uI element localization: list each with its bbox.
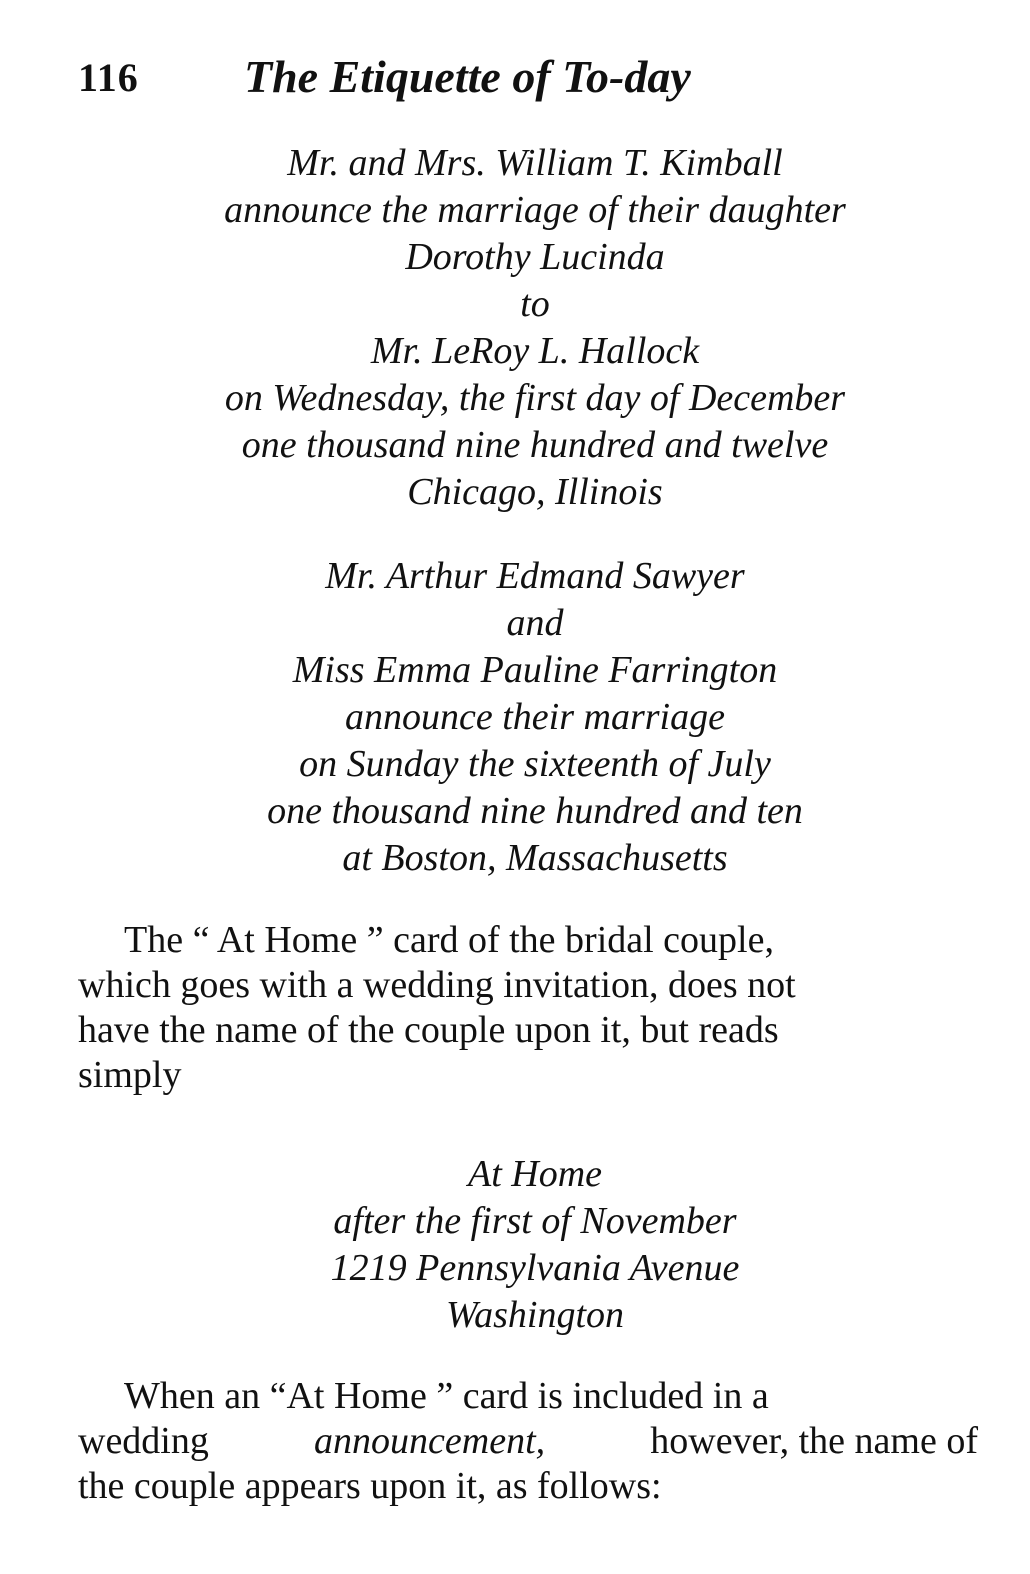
page-number: 116 (78, 55, 139, 100)
paragraph-line (78, 1464, 978, 1509)
paragraph-text: When an “At Home ” card is included in a (124, 1375, 769, 1417)
page-header (78, 50, 978, 110)
announcement-line: Dorothy Lucinda (405, 236, 665, 278)
announcement-line: Mr. and Mrs. William T. Kimball (287, 142, 783, 184)
announcement-line: announce their marriage (345, 696, 725, 738)
at-home-card-example (60, 1151, 1010, 1339)
announcement-line: Miss Emma Pauline Farrington (292, 649, 778, 691)
paragraph-text: wedding (78, 1420, 209, 1462)
announcement-line: one thousand nine hundred and ten (267, 790, 803, 832)
announcement-line: at Boston, Massachusetts (342, 837, 728, 879)
announcement-line: Mr. Arthur Edmand Sawyer (325, 555, 745, 597)
paragraph-line (78, 963, 978, 1008)
announcement-line: Chicago, Illinois (407, 471, 663, 513)
paragraph-line (78, 1053, 978, 1098)
paragraph-line (78, 918, 978, 963)
paragraph-text: The “ At Home ” card of the bridal couple, (124, 919, 774, 961)
paragraph-text: which goes with a wedding invitation, does not (78, 964, 796, 1006)
announcement-sawyer-farrington (60, 553, 1010, 882)
paragraph-line (78, 1419, 978, 1464)
paragraph-line (78, 1374, 978, 1419)
paragraph-text: have the name of the couple upon it, but reads (78, 1009, 779, 1051)
announcement-line: on Wednesday, the first day of December (224, 377, 846, 419)
announcement-line: on Sunday the sixteenth of July (299, 743, 771, 785)
paragraph-announcement-card (78, 1374, 978, 1509)
card-line: after the first of November (333, 1200, 737, 1242)
card-line: At Home (467, 1153, 603, 1195)
announcement-line: one thousand nine hundred and twelve (241, 424, 829, 466)
card-line: 1219 Pennsylvania Avenue (330, 1247, 740, 1289)
paragraph-line (78, 1008, 978, 1053)
paragraph-at-home-card (78, 918, 978, 1098)
announcement-line: Mr. LeRoy L. Hallock (370, 330, 700, 372)
announcement-kimball-hallock (60, 140, 1010, 516)
paragraph-text: however, the name of (650, 1420, 978, 1462)
announcement-line: announce the marriage of their daughter (224, 189, 846, 231)
announcement-line: and (506, 602, 564, 644)
paragraph-text: the couple appears upon it, as follows: (78, 1465, 662, 1507)
card-line: Washington (445, 1294, 625, 1336)
announcement-line: to (520, 283, 550, 325)
running-title: The Etiquette of To-day (244, 51, 691, 102)
emphasized-word: announcement, (314, 1420, 546, 1462)
paragraph-text: simply (78, 1054, 182, 1096)
